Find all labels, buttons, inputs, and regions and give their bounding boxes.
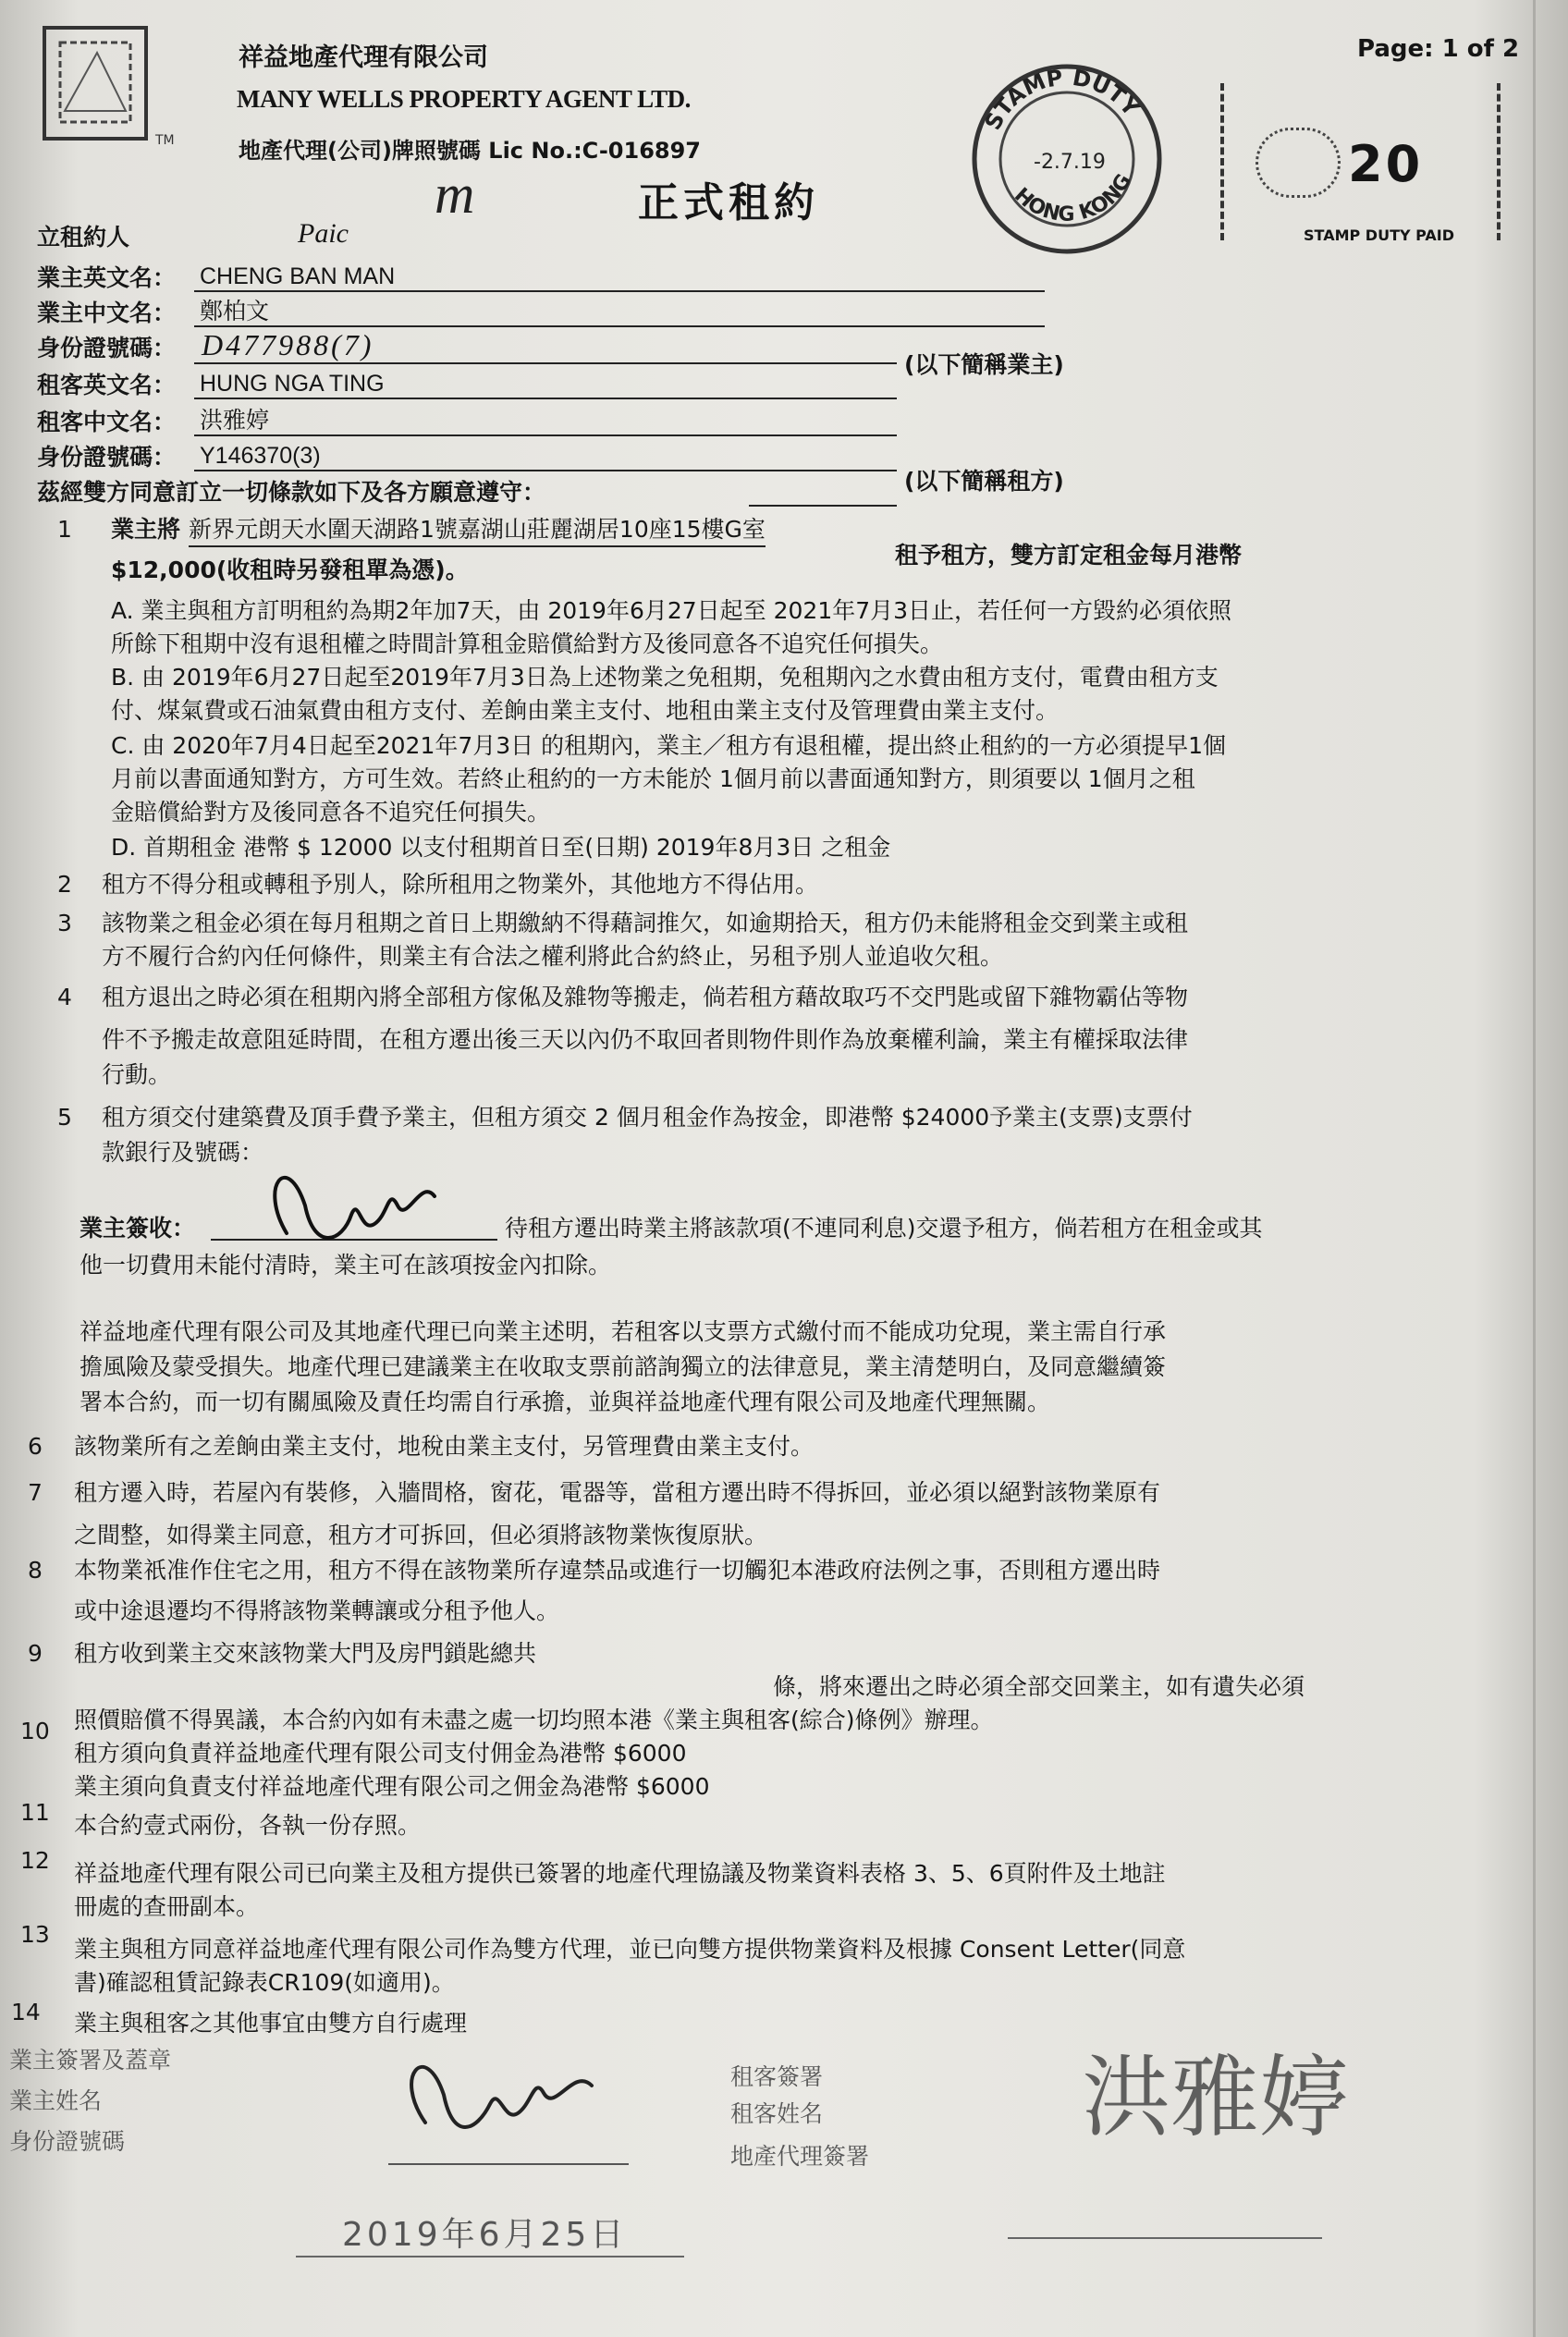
clause-number: 14 <box>11 1999 41 2025</box>
clause-1c-line2: 月前以書面通知對方，方可生效。若終止租約的一方未能於 1個月前以書面通知對方，則須要以 1個月之租 <box>111 765 1195 792</box>
tenant-en-value: HUNG NGA TING <box>200 371 385 397</box>
landlord-id-sign-label: 身份證號碼 <box>9 2128 126 2155</box>
date-line <box>296 2256 684 2257</box>
agreement-line: 茲經雙方同意訂立一切條款如下及各方願意遵守： <box>37 479 546 506</box>
svg-text:STAMP DUTY: STAMP DUTY <box>979 64 1145 135</box>
clause-3-line2: 方不履行合約內任何條件，則業主有合法之權利將此合約終止，另租予別人並追收欠租。 <box>102 943 1004 970</box>
receipt-text-line1: 待租方遷出時業主將該款項(不連同利息)交還予租方，倘若租方在租金或其 <box>505 1215 1263 1242</box>
clause-7-line2: 之間整，如得業主同意，租方才可拆回，但必須將該物業恢復原狀。 <box>74 1522 768 1548</box>
date-stamp: 2019年6月25日 <box>342 2216 628 2254</box>
landlord-id-label: 身份證號碼： <box>37 335 177 361</box>
clause-4-line3: 行動。 <box>102 1061 172 1088</box>
page-edge <box>1533 0 1536 2337</box>
clause-number: 11 <box>20 1799 50 1826</box>
tenant-sign-label: 租客簽署 <box>730 2063 824 2090</box>
clause-number: 13 <box>20 1921 50 1948</box>
clause-number: 6 <box>28 1433 43 1460</box>
clause-9-line1: 租方收到業主交來該物業大門及房門鎖匙總共 <box>74 1640 537 1667</box>
tenant-suffix: (以下簡稱租方) <box>904 468 1064 495</box>
clause-1b-line1: B. 由 2019年6月27日起至2019年7月3日為上述物業之免租期，免租期內之水費由租方支付，電費由租方支 <box>111 664 1219 691</box>
clause-1b-line2: 付、煤氣費或石油氣費由租方支付、差餉由業主支付、地租由業主支付及管理費由業主支付。 <box>111 697 1060 724</box>
company-logo <box>37 20 208 159</box>
clause-4-line2: 件不予搬走故意阻延時間，在租方遷出後三天以內仍不取回者則物件則作為放棄權利論，業主有權採取法律 <box>102 1026 1189 1053</box>
landlord-receipt-label: 業主簽收： <box>80 1215 196 1242</box>
clause-1a-line2: 所餘下租期中沒有退租權之時間計算租金賠償給對方及後同意各不追究任何損失。 <box>111 630 944 657</box>
tenant-name-label: 租客姓名 <box>730 2100 824 2127</box>
clause-number: 5 <box>57 1104 72 1131</box>
clause-1-lead: 業主將 <box>111 516 181 543</box>
landlord-name-label: 業主姓名 <box>9 2087 103 2114</box>
cheque-note-line3: 署本合約，而一切有關風險及責任均需自行承擔，並與祥益地產代理有限公司及地產代理無關。 <box>80 1389 1051 1415</box>
clause-7-line1: 租方遷入時，若屋內有裝修，入牆間格，窗花，電器等，當租方遷出時不得拆回，並必須以絕對該物業原有 <box>74 1479 1161 1506</box>
landlord-signature-line <box>388 2163 629 2165</box>
agreement-underline <box>749 505 897 507</box>
parties-intro-label: 立租約人 <box>37 224 130 251</box>
clause-number: 10 <box>20 1718 50 1744</box>
clause-9-line1b: 條，將來遷出之時必須全部交回業主，如有遺失必須 <box>773 1673 1305 1700</box>
tenant-cn-value: 洪雅婷 <box>200 407 270 434</box>
svg-text:-2.7.19: -2.7.19 <box>1034 151 1106 174</box>
clause-1-rent: 租予租方，雙方訂定租金每月港幣 <box>895 542 1243 569</box>
clause-1d: D. 首期租金 港幣 $ 12000 以支付租期首日至(日期) 2019年8月3日 之租金 <box>111 834 891 861</box>
landlord-suffix: (以下簡稱業主) <box>904 351 1064 378</box>
tenant-en-label: 租客英文名： <box>37 372 177 398</box>
clause-3-line1: 該物業之租金必須在每月租期之首日上期繳納不得藉詞推欠，如逾期拾天，租方仍未能將租金交到業主或租 <box>102 910 1189 936</box>
clause-12-line2: 冊處的查冊副本。 <box>74 1893 260 1920</box>
clause-8-line1: 本物業祇准作住宅之用，租方不得在該物業所存違禁品或進行一切觸犯本港政府法例之事，否則租方遷出時 <box>74 1557 1161 1584</box>
clause-11: 本合約壹式兩份，各執一份存照。 <box>74 1812 422 1839</box>
svg-text:HONG KONG: HONG KONG <box>1010 170 1137 226</box>
clause-4-line1: 租方退出之時必須在租期內將全部租方傢俬及雜物等搬走，倘若租方藉故取巧不交門匙或留下雜物霸佔等物 <box>102 984 1189 1010</box>
stamp-duty-paid-box <box>1220 35 1520 250</box>
agent-signature-line <box>1008 2237 1322 2239</box>
property-address: 新界元朗天水圍天湖路1號嘉湖山莊麗湖居10座15樓G室 <box>189 514 766 547</box>
tenant-id-label: 身份證號碼： <box>37 444 177 471</box>
page-number: Page: 1 of 2 <box>1357 35 1520 63</box>
clause-number: 3 <box>57 910 72 936</box>
company-name-cn: 祥益地產代理有限公司 <box>239 43 488 72</box>
clause-13-line2: 書)確認租賃記錄表CR109(如適用)。 <box>74 1969 455 1996</box>
clause-10-line1: 租方須向負責祥益地產代理有限公司支付佣金為港幣 $6000 <box>74 1740 687 1767</box>
clause-10-line2: 業主須向負責支付祥益地產代理有限公司之佣金為港幣 $6000 <box>74 1773 710 1800</box>
landlord-en-label: 業主英文名： <box>37 264 177 291</box>
clause-1-amount: $12,000(收租時另發租單為憑)。 <box>111 557 469 583</box>
clause-number: 4 <box>57 984 72 1010</box>
receipt-text-line2: 他一切費用未能付清時，業主可在該項按金內扣除。 <box>80 1252 612 1279</box>
clause-6: 該物業所有之差餉由業主支付，地稅由業主支付，另管理費由業主支付。 <box>74 1433 815 1460</box>
landlord-en-value: CHENG BAN MAN <box>200 263 396 289</box>
agent-sign-label: 地產代理簽署 <box>730 2143 870 2170</box>
landlord-signature-2 <box>388 2030 610 2160</box>
clause-1c-line1: C. 由 2020年7月4日起至2021年7月3日 的租期內，業主／租方有退租權，提出終止租約的一方必須提早1個 <box>111 732 1227 759</box>
handwritten-note: Paic <box>298 218 349 249</box>
company-name-en: MANY WELLS PROPERTY AGENT LTD. <box>237 85 691 113</box>
clause-14: 業主與租客之其他事宜由雙方自行處理 <box>74 2010 468 2037</box>
clause-1c-line3: 金賠償給對方及後同意各不追究任何損失。 <box>111 799 551 826</box>
clause-2: 租方不得分租或轉租予別人，除所租用之物業外，其他地方不得佔用。 <box>102 871 819 898</box>
clause-5-line2: 款銀行及號碼： <box>102 1139 264 1166</box>
clause-8-line2: 或中途退遷均不得將該物業轉讓或分租予他人。 <box>74 1597 560 1624</box>
landlord-sign-label: 業主簽署及蓋章 <box>9 2047 172 2074</box>
document-title: 正式租約 <box>638 179 819 226</box>
cheque-note-line1: 祥益地產代理有限公司及其地產代理已向業主述明，若租客以支票方式繳付而不能成功兌現，業主需自行承 <box>80 1318 1167 1345</box>
stamp-duty-paid-label: STAMP DUTY PAID <box>1304 226 1455 244</box>
clause-5-line1: 租方須交付建築費及頂手費予業主，但租方須交 2 個月租金作為按金，即港幣 $24000予業主(支票)支票付 <box>102 1104 1193 1131</box>
landlord-cn-value: 鄭柏文 <box>200 298 270 324</box>
landlord-cn-label: 業主中文名： <box>37 300 177 326</box>
tenant-cn-underline <box>194 434 897 436</box>
landlord-id-value: D477988(7) <box>202 328 374 361</box>
tenant-signature: 洪雅婷 <box>1082 2046 1348 2149</box>
clause-number: 7 <box>28 1479 43 1506</box>
handwritten-initial-mark: m <box>435 164 475 225</box>
clause-number: 1 <box>57 516 72 543</box>
tenant-cn-label: 租客中文名： <box>37 409 177 435</box>
tenant-id-value: Y146370(3) <box>200 443 321 469</box>
licence-number: 地產代理(公司)牌照號碼 Lic No.:C-016897 <box>239 138 702 164</box>
clause-number: 12 <box>20 1847 50 1874</box>
stamp-duty-seal <box>963 57 1176 261</box>
clause-13-line1: 業主與租方同意祥益地產代理有限公司作為雙方代理，並已向雙方提供物業資料及根據 Consent Letter(同意 <box>74 1936 1186 1963</box>
clause-number: 9 <box>28 1640 43 1667</box>
clause-1a-line1: A. 業主與租方訂明租約為期2年加7天，由 2019年6月27日起至 2021年7月3日止，若任何一方毀約必須依照 <box>111 597 1232 624</box>
svg-text:TM: TM <box>155 133 175 148</box>
clause-number: 8 <box>28 1557 43 1584</box>
clause-12-line1: 祥益地產代理有限公司已向業主及租方提供已簽署的地產代理協議及物業資料表格 3、5、6頁附件及土地註 <box>74 1860 1166 1887</box>
cheque-note-line2: 擔風險及蒙受損失。地產代理已建議業主在收取支票前諮詢獨立的法律意見，業主清楚明白，及同意繼續簽 <box>80 1353 1167 1380</box>
landlord-id-underline <box>194 362 897 364</box>
clause-number: 2 <box>57 871 72 898</box>
stamp-mark <box>1256 128 1341 198</box>
clause-9-line2: 照價賠償不得異議，本合約內如有未盡之處一切均照本港《業主與租客(綜合)條例》辦理。 <box>74 1707 994 1733</box>
stamp-amount: 20 <box>1348 135 1424 193</box>
